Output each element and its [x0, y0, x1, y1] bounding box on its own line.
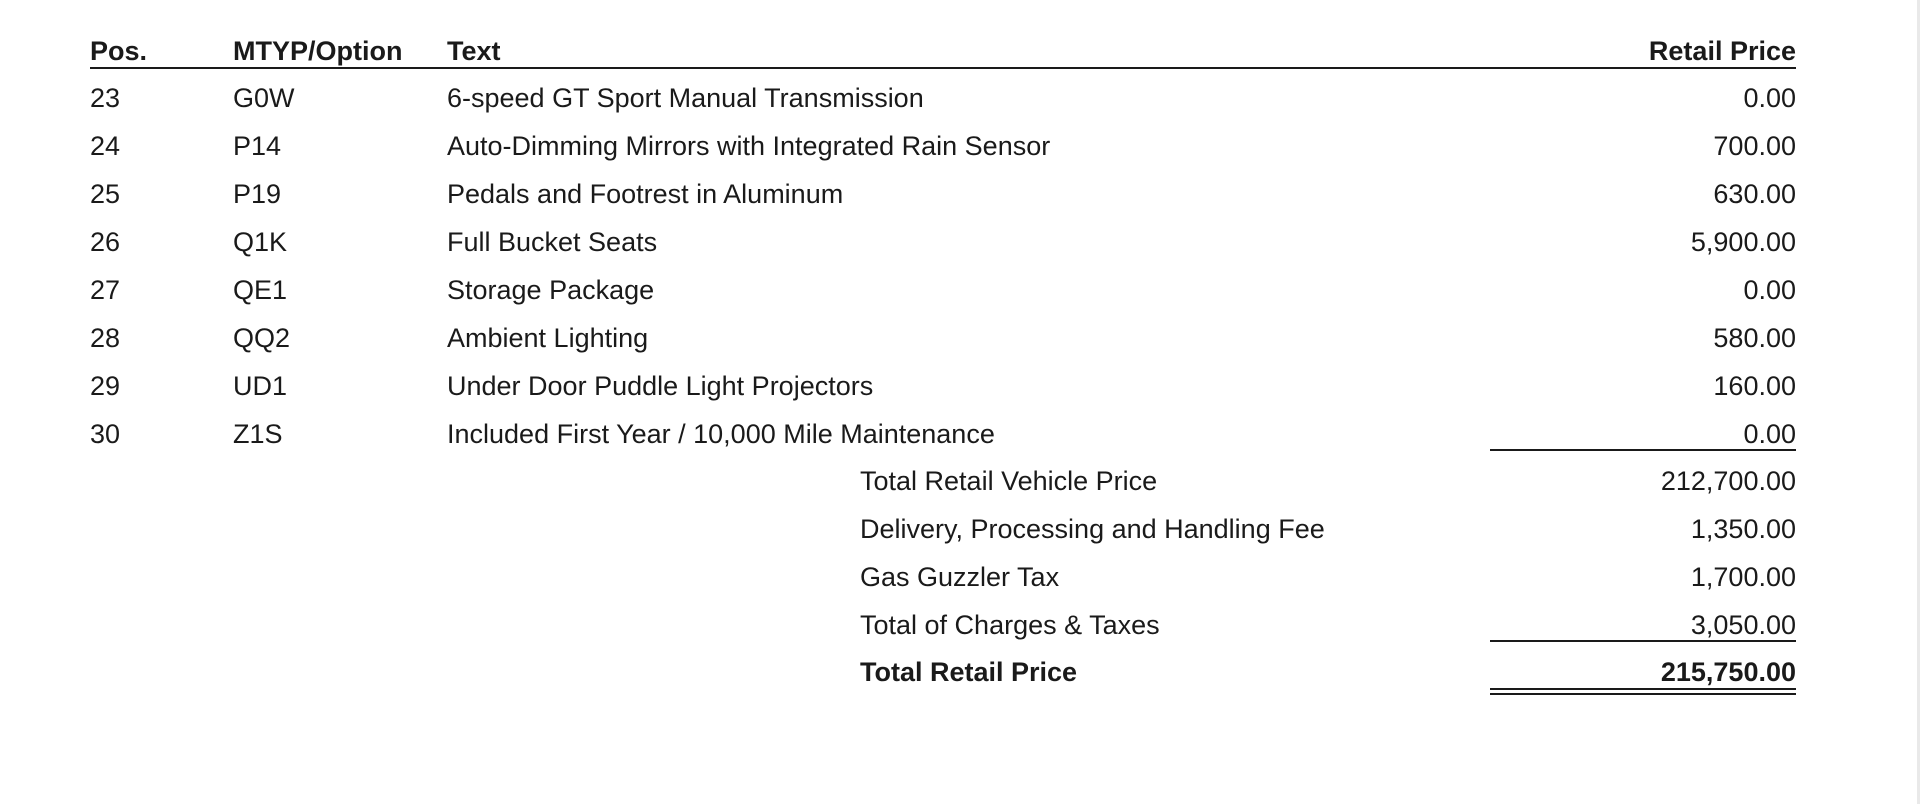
sum-value: 1,700.00 — [1690, 562, 1796, 592]
row-pos: 23 — [90, 83, 121, 113]
row-code: UD1 — [233, 371, 288, 401]
table-row — [90, 366, 1796, 406]
header-retail-price: Retail Price — [1648, 36, 1796, 66]
row-text: Pedals and Footrest in Aluminum — [447, 179, 844, 209]
row-text: Full Bucket Seats — [447, 227, 658, 257]
header-pos: Pos. — [90, 36, 148, 66]
sum-label: Gas Guzzler Tax — [860, 562, 1060, 592]
table-row — [90, 414, 1796, 454]
total-retail-vehicle-price-row — [90, 461, 1796, 501]
total-retail-price-row — [90, 652, 1796, 692]
row-pos: 25 — [90, 179, 121, 209]
sum-label: Total Retail Vehicle Price — [860, 466, 1158, 496]
row-pos: 30 — [90, 419, 121, 449]
table-row — [90, 270, 1796, 310]
row-text: Included First Year / 10,000 Mile Maintenance — [447, 419, 995, 449]
row-pos: 28 — [90, 323, 121, 353]
sum-value: 3,050.00 — [1690, 610, 1796, 640]
sum-value: 212,700.00 — [1660, 466, 1796, 496]
sum-value: 1,350.00 — [1690, 514, 1796, 544]
table-row — [90, 78, 1796, 118]
gas-guzzler-tax-row — [90, 557, 1796, 597]
row-code: P14 — [233, 131, 282, 161]
grand-total-label: Total Retail Price — [860, 657, 1078, 687]
header-rule — [90, 67, 1796, 69]
row-price: 630.00 — [1713, 179, 1796, 209]
table-row — [90, 222, 1796, 262]
charges-rule — [1490, 640, 1796, 642]
table-row — [90, 126, 1796, 166]
sum-label: Total of Charges & Taxes — [860, 610, 1160, 640]
table-header — [90, 32, 1796, 70]
row-price: 0.00 — [1743, 419, 1796, 449]
row-code: G0W — [233, 83, 295, 113]
row-price: 160.00 — [1713, 371, 1796, 401]
subtotal-rule — [1490, 449, 1796, 451]
row-code: QE1 — [233, 275, 288, 305]
grand-total-value: 215,750.00 — [1660, 657, 1796, 687]
row-text: Storage Package — [447, 275, 655, 305]
row-price: 5,900.00 — [1690, 227, 1796, 257]
row-price: 0.00 — [1743, 83, 1796, 113]
row-text: Ambient Lighting — [447, 323, 649, 353]
delivery-fee-row — [90, 509, 1796, 549]
row-price: 580.00 — [1713, 323, 1796, 353]
total-charges-taxes-row — [90, 605, 1796, 645]
row-pos: 27 — [90, 275, 121, 305]
table-row — [90, 318, 1796, 358]
row-code: Q1K — [233, 227, 288, 257]
row-price: 0.00 — [1743, 275, 1796, 305]
row-pos: 29 — [90, 371, 121, 401]
header-text: Text — [447, 36, 501, 66]
grand-total-double-rule-bottom — [1490, 693, 1796, 695]
row-text: Under Door Puddle Light Projectors — [447, 371, 874, 401]
row-price: 700.00 — [1713, 131, 1796, 161]
row-code: P19 — [233, 179, 282, 209]
sum-label: Delivery, Processing and Handling Fee — [860, 514, 1325, 544]
row-code: QQ2 — [233, 323, 291, 353]
row-pos: 26 — [90, 227, 121, 257]
row-code: Z1S — [233, 419, 283, 449]
header-mtyp-option: MTYP/Option — [233, 36, 403, 66]
row-pos: 24 — [90, 131, 121, 161]
row-text: Auto-Dimming Mirrors with Integrated Rain Sensor — [447, 131, 1051, 161]
table-row — [90, 174, 1796, 214]
grand-total-double-rule-top — [1490, 688, 1796, 690]
row-text: 6-speed GT Sport Manual Transmission — [447, 83, 924, 113]
